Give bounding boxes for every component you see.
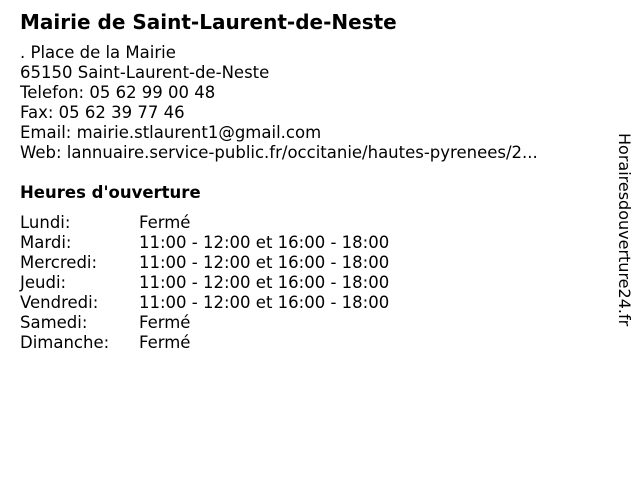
time-value: Fermé — [139, 333, 191, 352]
hours-row-thursday — [20, 273, 389, 293]
street-address: . Place de la Mairie — [20, 43, 176, 62]
day-label: Mercredi: — [20, 253, 98, 272]
hours-row-monday — [20, 213, 389, 233]
hours-row-tuesday — [20, 233, 389, 253]
hours-row-friday — [20, 293, 389, 313]
time-value: 11:00 - 12:00 et 16:00 - 18:00 — [139, 293, 390, 312]
time-value: 11:00 - 12:00 et 16:00 - 18:00 — [139, 253, 390, 272]
day-label: Samedi: — [20, 313, 88, 332]
time-value: 11:00 - 12:00 et 16:00 - 18:00 — [139, 273, 390, 292]
site-watermark: Horairesdouverture24.fr — [615, 133, 634, 327]
city-address: 65150 Saint-Laurent-de-Neste — [20, 63, 270, 82]
hours-table — [20, 213, 389, 353]
day-label: Jeudi: — [20, 273, 67, 292]
day-label: Mardi: — [20, 233, 72, 252]
hours-row-sunday — [20, 333, 389, 353]
fax-number: Fax: 05 62 39 77 46 — [20, 103, 185, 122]
time-value: Fermé — [139, 213, 191, 232]
web-address: Web: lannuaire.service-public.fr/occitanie/hautes-pyrenees/2... — [20, 143, 538, 162]
time-value: 11:00 - 12:00 et 16:00 - 18:00 — [139, 233, 390, 252]
day-label: Dimanche: — [20, 333, 110, 352]
day-label: Lundi: — [20, 213, 71, 232]
hours-heading: Heures d'ouverture — [20, 183, 201, 202]
page-title: Mairie de Saint-Laurent-de-Neste — [20, 10, 397, 34]
hours-row-wednesday — [20, 253, 389, 273]
contact-block — [20, 43, 538, 163]
email-address: Email: mairie.stlaurent1@gmail.com — [20, 123, 322, 142]
hours-row-saturday — [20, 313, 389, 333]
time-value: Fermé — [139, 313, 191, 332]
day-label: Vendredi: — [20, 293, 99, 312]
phone-number: Telefon: 05 62 99 00 48 — [20, 83, 216, 102]
